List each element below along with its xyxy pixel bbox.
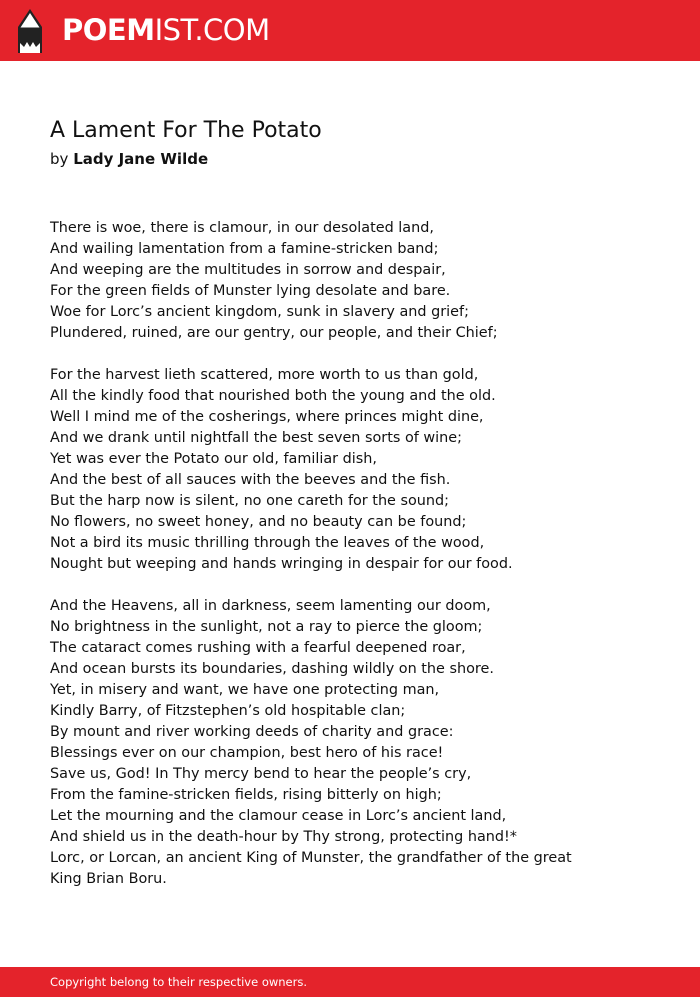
stanza bbox=[50, 596, 670, 890]
poem-line: Yet, in misery and want, we have one protecting man, bbox=[50, 682, 440, 698]
poem-line: King Brian Boru. bbox=[50, 871, 167, 887]
poem-line: Woe for Lorc’s ancient kingdom, sunk in slavery and grief; bbox=[50, 304, 469, 320]
poem-line: Nought but weeping and hands wringing in despair for our food. bbox=[50, 556, 513, 572]
poem-line: And shield us in the death‐hour by Thy strong, protecting hand!* bbox=[50, 829, 517, 845]
poem-line: Plundered, ruined, are our gentry, our people, and their Chief; bbox=[50, 325, 498, 341]
poem-line: The cataract comes rushing with a fearful deepened roar, bbox=[50, 640, 466, 656]
poem-line: From the famine‐stricken fields, rising bitterly on high; bbox=[50, 787, 442, 803]
poem-line: And the Heavens, all in darkness, seem lamenting our doom, bbox=[50, 598, 491, 614]
poem-line: And weeping are the multitudes in sorrow and despair, bbox=[50, 262, 446, 278]
poem-line: All the kindly food that nourished both the young and the old. bbox=[50, 388, 496, 404]
poem-line: And the best of all sauces with the beeves and the fish. bbox=[50, 472, 451, 488]
stanza bbox=[50, 365, 670, 575]
site-header bbox=[0, 0, 700, 61]
poem-line: Yet was ever the Potato our old, familiar dish, bbox=[50, 451, 377, 467]
poem-line: No brightness in the sunlight, not a ray to pierce the gloom; bbox=[50, 619, 483, 635]
poem-line: But the harp now is silent, no one careth for the sound; bbox=[50, 493, 450, 509]
byline-prefix: by bbox=[50, 150, 69, 168]
logo-light-text: IST.COM bbox=[154, 13, 270, 47]
poem-line: No flowers, no sweet honey, and no beauty can be found; bbox=[50, 514, 467, 530]
author-name: Lady Jane Wilde bbox=[73, 150, 209, 168]
pencil-logo-icon[interactable] bbox=[17, 9, 43, 53]
byline bbox=[50, 148, 208, 170]
poem-title: A Lament For The Potato bbox=[50, 118, 322, 143]
poem-line: For the green fields of Munster lying desolate and bare. bbox=[50, 283, 451, 299]
poem-line: There is woe, there is clamour, in our desolated land, bbox=[50, 220, 434, 236]
poem-line: By mount and river working deeds of charity and grace: bbox=[50, 724, 454, 740]
poem-line: Blessings ever on our champion, best hero of his race! bbox=[50, 745, 444, 761]
copyright-text: Copyright belong to their respective owners. bbox=[50, 975, 308, 989]
poem-line: And ocean bursts its boundaries, dashing wildly on the shore. bbox=[50, 661, 494, 677]
stanza bbox=[50, 218, 670, 344]
site-logo[interactable] bbox=[62, 12, 270, 48]
poem-line: Well I mind me of the cosherings, where princes might dine, bbox=[50, 409, 484, 425]
poem-line: And wailing lamentation from a famine‐stricken band; bbox=[50, 241, 439, 257]
poem-line: Lorc, or Lorcan, an ancient King of Munster, the grandfather of the great bbox=[50, 850, 572, 866]
poem-line: For the harvest lieth scattered, more worth to us than gold, bbox=[50, 367, 479, 383]
poem-line: And we drank until nightfall the best seven sorts of wine; bbox=[50, 430, 462, 446]
poem-line: Not a bird its music thrilling through the leaves of the wood, bbox=[50, 535, 485, 551]
site-footer bbox=[0, 967, 700, 997]
poem-body bbox=[50, 218, 670, 911]
logo-bold-text: POEM bbox=[62, 13, 155, 47]
poem-line: Let the mourning and the clamour cease in Lorc’s ancient land, bbox=[50, 808, 507, 824]
poem-line: Kindly Barry, of Fitzstephen’s old hospitable clan; bbox=[50, 703, 406, 719]
poem-line: Save us, God! In Thy mercy bend to hear the people’s cry, bbox=[50, 766, 472, 782]
